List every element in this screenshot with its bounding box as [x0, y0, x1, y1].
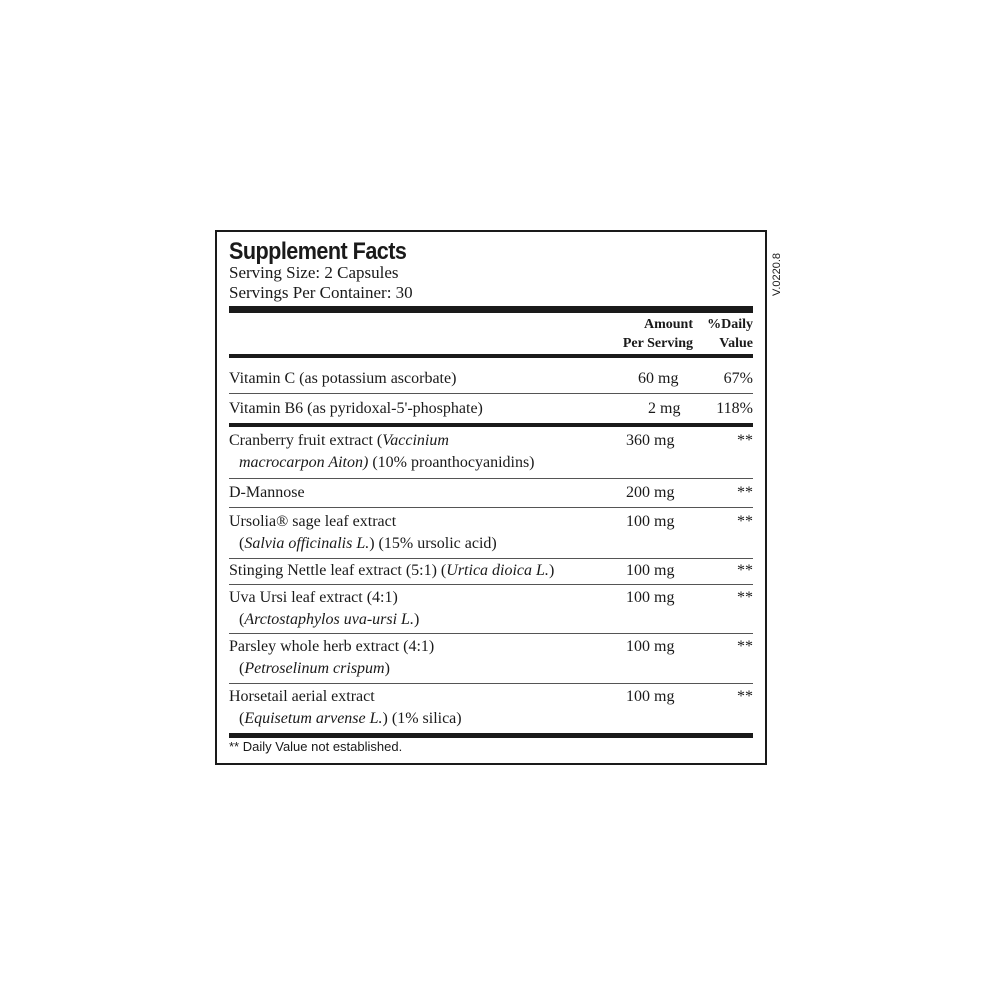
ingredient-dv: ** [737, 432, 753, 449]
latin-name: Arctostaphylos uva-ursi L. [244, 611, 414, 628]
ingredient-amount: 2 mg [648, 400, 681, 417]
thick-divider-header [229, 354, 753, 358]
dv-header-line2: Value [719, 336, 753, 351]
latin-name: Vaccinium [382, 432, 449, 449]
paren-open: ( [239, 611, 245, 628]
version-text: V.0220.8 [771, 252, 783, 296]
thick-divider-top [229, 306, 753, 313]
latin-name: Salvia officinalis L. [244, 535, 370, 552]
ingredient-name-text: Ursolia® sage leaf extract [229, 513, 397, 530]
amount-per-serving-header [623, 315, 693, 353]
ingredient-name-line2 [229, 533, 497, 555]
ingredient-dv: ** [737, 562, 753, 579]
ingredient-amount: 100 mg [626, 513, 675, 530]
latin-name-cont: macrocarpon Aiton) [239, 454, 369, 471]
serving-size: Serving Size: 2 Capsules [229, 263, 399, 282]
ingredient-name-line2 [229, 658, 434, 680]
ingredient-name: D-Mannose [229, 484, 305, 501]
ingredient-name-line2 [229, 452, 535, 474]
ingredient-name: Vitamin C (as potassium ascorbate) [229, 370, 457, 387]
dv-header-line1: %Daily [707, 317, 753, 332]
ingredient-note: (10% proanthocyanidins) [368, 454, 535, 471]
thick-divider-bottom [229, 733, 753, 738]
label-title: Supplement Facts [229, 238, 407, 265]
ingredient-note: ) (1% silica) [382, 710, 462, 727]
ingredient-amount: 100 mg [626, 589, 675, 606]
ingredient-name-text: Cranberry fruit extract ( [229, 432, 383, 449]
paren-open: ( [239, 660, 245, 677]
ingredient-name [229, 686, 462, 730]
supplement-facts-inner [229, 232, 753, 763]
ingredient-dv: ** [737, 589, 753, 606]
latin-name: Equisetum arvense L. [244, 710, 383, 727]
ingredient-dv: 118% [716, 400, 753, 417]
ingredient-amount: 100 mg [626, 688, 675, 705]
ingredient-name [229, 560, 554, 582]
ingredient-amount: 100 mg [626, 562, 675, 579]
row-divider [229, 558, 753, 559]
ingredient-amount: 100 mg [626, 638, 675, 655]
ingredient-name-text: Parsley whole herb extract (4:1) [229, 638, 435, 655]
row-divider [229, 507, 753, 508]
ingredient-name [229, 587, 419, 631]
row-divider [229, 393, 753, 394]
ingredient-name-text: Uva Ursi leaf extract (4:1) [229, 589, 398, 606]
paren-close: ) [548, 562, 555, 579]
row-divider [229, 478, 753, 479]
amount-header-line1: Amount [643, 317, 693, 332]
ingredient-name [229, 636, 434, 680]
ingredient-name [229, 430, 535, 474]
ingredient-name: Vitamin B6 (as pyridoxal-5'-phosphate) [229, 400, 483, 417]
paren-open: ( [239, 710, 245, 727]
ingredient-name-text: Stinging Nettle leaf extract (5:1) ( [229, 562, 447, 579]
row-divider [229, 633, 753, 634]
paren-open: ( [239, 535, 245, 552]
footnote: ** Daily Value not established. [229, 739, 403, 754]
ingredient-dv: ** [737, 688, 753, 705]
row-divider [229, 683, 753, 684]
ingredient-amount: 200 mg [626, 484, 675, 501]
supplement-facts-panel [215, 230, 767, 765]
ingredient-dv: ** [737, 513, 753, 530]
version-code [771, 236, 787, 296]
ingredient-amount: 60 mg [638, 370, 679, 387]
ingredient-name-line2 [229, 708, 462, 730]
latin-name: Petroselinum crispum [244, 660, 385, 677]
row-divider [229, 584, 753, 585]
ingredient-dv: ** [737, 638, 753, 655]
paren-close: ) [413, 611, 420, 628]
thick-divider-vitamins [229, 423, 753, 427]
ingredient-name [229, 511, 497, 555]
ingredient-name-text: Horsetail aerial extract [229, 688, 375, 705]
ingredient-dv: 67% [723, 370, 753, 387]
ingredient-dv: ** [737, 484, 753, 501]
paren-close: ) [384, 660, 390, 677]
daily-value-header [707, 315, 753, 353]
ingredient-note: ) (15% ursolic acid) [369, 535, 497, 552]
latin-name: Urtica dioica L. [446, 562, 549, 579]
ingredient-amount: 360 mg [626, 432, 675, 449]
ingredient-name-line2 [229, 609, 419, 631]
amount-header-line2: Per Serving [622, 336, 693, 351]
servings-per-container: Servings Per Container: 30 [229, 283, 413, 302]
